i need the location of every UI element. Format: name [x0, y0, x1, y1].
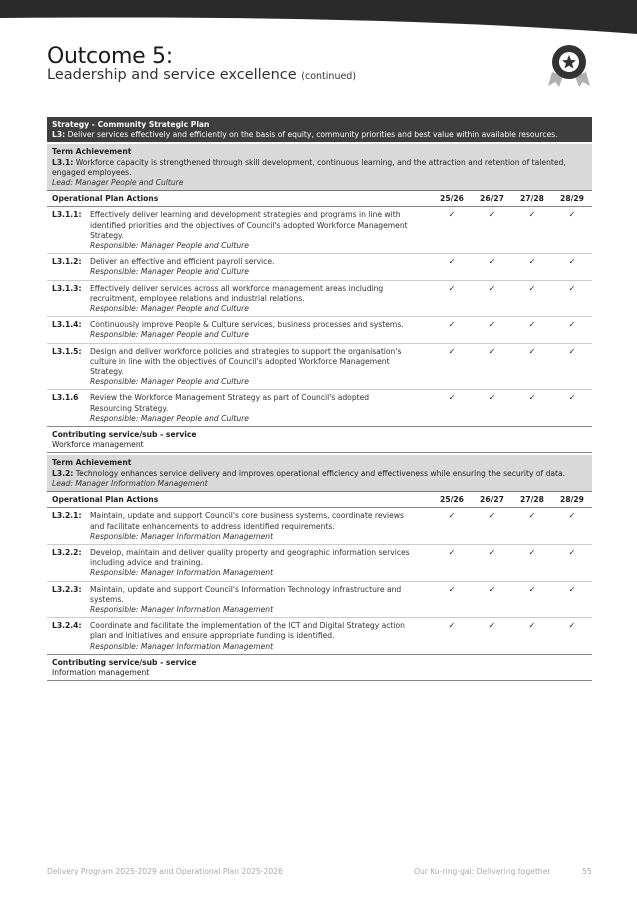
action-text: Maintain, update and support Council's core business systems, coordinate reviews and facilitate enhancements to address identified requirements.	[90, 511, 404, 531]
strategy-text: Deliver services effectively and efficiently on the basis of equity, community priorities and best value within available resources.	[65, 130, 558, 140]
action-code: L3.1.1:	[47, 207, 88, 254]
action-description	[88, 254, 432, 280]
check-icon: ✓	[432, 343, 472, 390]
subtitle-note: (continued)	[301, 71, 357, 82]
contrib-heading: Contributing service/sub - service	[52, 430, 197, 440]
check-icon: ✓	[552, 254, 592, 280]
footer-doc-title: Delivery Program 2025-2029 and Operational Plan 2025-2026	[47, 867, 283, 876]
check-icon: ✓	[472, 508, 512, 545]
term-code: L3.1:	[52, 157, 74, 167]
contrib-value: Workforce management	[52, 440, 144, 450]
year-header: 27/28	[512, 492, 552, 508]
check-icon: ✓	[432, 508, 472, 545]
table-header	[47, 492, 592, 508]
check-icon: ✓	[432, 254, 472, 280]
action-responsible: Responsible: Manager Information Management	[90, 568, 274, 578]
check-icon: ✓	[472, 254, 512, 280]
page-title: Outcome 5:	[47, 44, 173, 69]
check-icon: ✓	[432, 581, 472, 618]
check-icon: ✓	[512, 207, 552, 254]
check-icon: ✓	[552, 390, 592, 427]
term-lead: Lead: Manager Information Management	[52, 478, 208, 488]
action-text: Maintain, update and support Council's Information Technology infrastructure and systems.	[90, 584, 402, 604]
action-text: Coordinate and facilitate the implementation of the ICT and Digital Strategy action plan and initiatives and ensure appropriate funding is identified.	[90, 621, 405, 641]
year-header: 28/29	[552, 191, 592, 207]
action-responsible: Responsible: Manager Information Management	[90, 531, 274, 541]
check-icon: ✓	[552, 280, 592, 317]
table-row	[47, 544, 592, 581]
action-text: Develop, maintain and deliver quality property and geographic information services including advice and training.	[90, 547, 410, 568]
action-description	[88, 544, 432, 581]
term-achievement	[47, 455, 592, 492]
action-code: L3.1.5:	[47, 343, 88, 390]
year-header: 27/28	[512, 191, 552, 207]
term-text: Technology enhances service delivery and improves operational efficiency and effectiveness while ensuring the security of data.	[73, 468, 566, 478]
action-text: Deliver an effective and efficient payroll service.	[90, 257, 275, 267]
table-row	[47, 390, 592, 427]
check-icon: ✓	[552, 581, 592, 618]
year-header: 26/27	[472, 191, 512, 207]
check-icon: ✓	[472, 207, 512, 254]
check-icon: ✓	[432, 207, 472, 254]
table-row	[47, 254, 592, 280]
year-header: 28/29	[552, 492, 592, 508]
action-code: L3.1.6	[47, 390, 88, 427]
check-icon: ✓	[552, 343, 592, 390]
term-heading: Term Achievement	[52, 147, 132, 157]
table-row	[47, 618, 592, 655]
action-code: L3.1.3:	[47, 280, 88, 317]
check-icon: ✓	[432, 280, 472, 317]
contrib-value: Information management	[52, 667, 150, 677]
action-description	[88, 508, 432, 545]
check-icon: ✓	[552, 317, 592, 343]
plan-table	[47, 117, 592, 681]
term-code: L3.2:	[52, 468, 74, 478]
check-icon: ✓	[472, 544, 512, 581]
check-icon: ✓	[512, 343, 552, 390]
action-responsible: Responsible: Manager Information Management	[90, 604, 274, 614]
check-icon: ✓	[512, 508, 552, 545]
action-text: Effectively deliver learning and development strategies and programs in line with identified priorities and the objectives of Council's adopted Workforce Management Strategy.	[90, 210, 408, 240]
action-text: Effectively deliver services across all workforce management areas including recruitment, employee relations and industrial relations.	[90, 283, 384, 303]
check-icon: ✓	[512, 317, 552, 343]
action-description	[88, 390, 432, 427]
check-icon: ✓	[472, 280, 512, 317]
action-code: L3.1.2:	[47, 254, 88, 280]
check-icon: ✓	[472, 581, 512, 618]
action-code: L3.2.4:	[47, 618, 88, 655]
check-icon: ✓	[432, 544, 472, 581]
action-code: L3.2.2:	[47, 544, 88, 581]
contributing-service	[47, 655, 592, 681]
action-code: L3.1.4:	[47, 317, 88, 343]
subtitle-text: Leadership and service excellence	[47, 67, 297, 83]
year-header: 25/26	[432, 492, 472, 508]
page-number: 55	[582, 867, 592, 876]
action-responsible: Responsible: Manager People and Culture	[90, 267, 249, 277]
action-text: Continuously improve People & Culture services, business processes and systems.	[90, 320, 404, 330]
action-text: Design and deliver workforce policies and strategies to support the organisation's culture in line with the objectives of Council's adopted Workforce Management Strategy.	[90, 346, 402, 377]
term-achievement	[47, 144, 592, 191]
check-icon: ✓	[552, 618, 592, 655]
check-icon: ✓	[472, 343, 512, 390]
check-icon: ✓	[512, 544, 552, 581]
actions-header: Operational Plan Actions	[47, 492, 432, 508]
action-description	[88, 581, 432, 618]
check-icon: ✓	[432, 317, 472, 343]
actions-table	[47, 492, 592, 655]
check-icon: ✓	[512, 390, 552, 427]
action-responsible: Responsible: Manager People and Culture	[90, 377, 249, 387]
table-row	[47, 581, 592, 618]
action-description	[88, 618, 432, 655]
actions-header: Operational Plan Actions	[47, 191, 432, 207]
contributing-service	[47, 427, 592, 453]
strategy-code: L3:	[52, 130, 66, 140]
action-code: L3.2.1:	[47, 508, 88, 545]
check-icon: ✓	[512, 280, 552, 317]
check-icon: ✓	[432, 390, 472, 427]
check-icon: ✓	[552, 207, 592, 254]
action-description	[88, 343, 432, 390]
strategy-box	[47, 117, 592, 142]
table-row	[47, 207, 592, 254]
action-description	[88, 280, 432, 317]
term-text: Workforce capacity is strengthened through skill development, continuous learning, and the attraction and retention of talented, engaged employees.	[52, 157, 566, 177]
year-header: 25/26	[432, 191, 472, 207]
year-header: 26/27	[472, 492, 512, 508]
action-code: L3.2.3:	[47, 581, 88, 618]
action-responsible: Responsible: Manager People and Culture	[90, 413, 249, 423]
term-lead: Lead: Manager People and Culture	[52, 178, 184, 188]
table-row	[47, 508, 592, 545]
check-icon: ✓	[552, 544, 592, 581]
check-icon: ✓	[512, 618, 552, 655]
header-band	[0, 0, 637, 34]
action-responsible: Responsible: Manager People and Culture	[90, 330, 249, 340]
action-description	[88, 317, 432, 343]
action-description	[88, 207, 432, 254]
action-responsible: Responsible: Manager People and Culture	[90, 241, 249, 251]
page-subtitle	[47, 67, 356, 83]
table-header	[47, 191, 592, 207]
term-heading: Term Achievement	[52, 458, 132, 468]
check-icon: ✓	[512, 581, 552, 618]
medal-star-icon	[546, 42, 592, 88]
check-icon: ✓	[512, 254, 552, 280]
check-icon: ✓	[552, 508, 592, 545]
strategy-heading: Strategy - Community Strategic Plan	[52, 120, 210, 129]
check-icon: ✓	[432, 618, 472, 655]
table-row	[47, 317, 592, 343]
actions-table	[47, 191, 592, 427]
footer-tagline: Our Ku-ring-gai: Delivering together	[414, 867, 551, 876]
action-responsible: Responsible: Manager Information Management	[90, 641, 274, 651]
check-icon: ✓	[472, 390, 512, 427]
action-responsible: Responsible: Manager People and Culture	[90, 304, 249, 314]
check-icon: ✓	[472, 317, 512, 343]
check-icon: ✓	[472, 618, 512, 655]
action-text: Review the Workforce Management Strategy as part of Council's adopted Resourcing Strategy.	[90, 393, 370, 413]
contrib-heading: Contributing service/sub - service	[52, 657, 197, 667]
table-row	[47, 280, 592, 317]
table-row	[47, 343, 592, 390]
